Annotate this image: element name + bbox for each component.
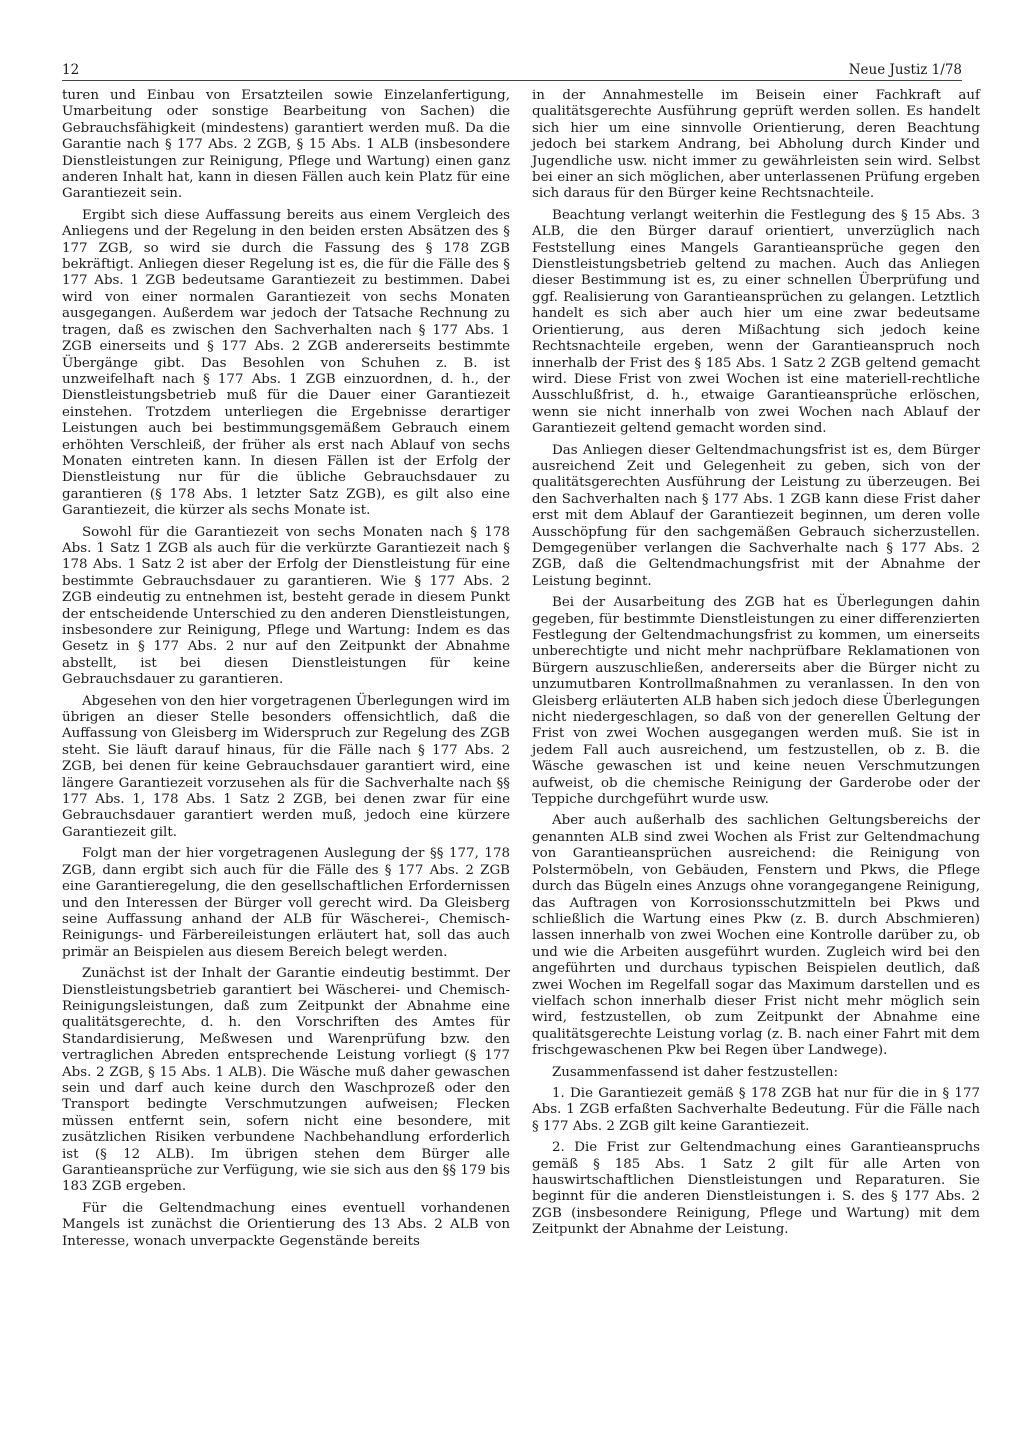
right-column	[532, 88, 980, 1244]
paragraph: Abgesehen von den hier vorgetragenen Überlegungen wird im übrigen an dieser Stelle besonders offensichtlich, daß die Auffassung von Gleisberg im Widerspruch zur Regelung des ZGB steht. Sie läuft darauf hinaus, für die Fälle nach § 177 Abs. 2 ZGB, bei denen für keine Gebrauchsdauer garantiert wird, eine längere Garantiezeit vorzusehen als für die Sachverhalte nach §§ 177 Abs. 1, 178 Abs. 1 Satz 2 ZGB, bei denen zwar für eine Gebrauchsdauer garantiert werden muß, jedoch eine kürzere Garantiezeit gilt.	[62, 693, 510, 840]
paragraph: Beachtung verlangt weiterhin die Festlegung des § 15 Abs. 3 ALB, die den Bürger darauf orientiert, unverzüglich nach Feststellung eines Mangels Garantieansprüche gegen den Dienstleistungsbetrieb geltend zu machen. Auch das Anliegen dieser Bestimmung ist es, zu einer schnellen Überprüfung und ggf. Realisierung von Garantieansprüchen zu gelangen. Letztlich handelt es sich aber auch hier um eine zwar bedeutsame Orientierung, aus deren Mißachtung sich jedoch keine Rechtsnachteile ergeben, wenn der Garantieanspruch noch innerhalb der Frist des § 185 Abs. 1 Satz 2 ZGB geltend gemacht wird. Diese Frist von zwei Wochen ist eine materiell-rechtliche Ausschlußfrist, d. h., etwaige Garantieansprüche erlöschen, wenn sie nicht innerhalb von zwei Wochen nach Ablauf der Garantiezeit geltend gemacht worden sind.	[532, 207, 980, 437]
left-column	[62, 88, 510, 1255]
page-number: 12	[62, 62, 80, 78]
paragraph: Zunächst ist der Inhalt der Garantie eindeutig bestimmt. Der Dienstleistungsbetrieb garantiert bei Wäscherei- und Chemisch-Reinigungsleistungen, daß zum Zeitpunkt der Abnahme eine qualitätsgerechte, d. h. den Vorschriften des Amtes für Standardisierung, Meßwesen und Warenprüfung bzw. den vertraglichen Abreden entsprechende Leistung vorliegt (§ 177 Abs. 2 ZGB, § 15 Abs. 1 ALB). Die Wäsche muß daher gewaschen sein und darf auch keine durch den Waschprozeß oder den Transport bedingte Verschmutzungen aufweisen; Flecken müssen entfernt sein, sofern nicht eine besondere, mit zusätzlichen Risiken verbundene Nachbehandlung erforderlich ist (§ 12 ALB). Im übrigen stehen dem Bürger alle Garantieansprüche zur Verfügung, wie sie sich aus den §§ 179 bis 183 ZGB ergeben.	[62, 966, 510, 1195]
paragraph: 2. Die Frist zur Geltendmachung eines Garantieanspruchs gemäß § 185 Abs. 1 Satz 2 gilt für alle Arten von hauswirtschaftlichen Dienstleistungen und Reparaturen. Sie beginnt für die anderen Dienstleistungen i. S. des § 177 Abs. 2 ZGB (insbesondere Reinigung, Pflege und Wartung) mit dem Zeitpunkt der Abnahme der Leistung.	[532, 1140, 980, 1238]
paragraph: 1. Die Garantiezeit gemäß § 178 ZGB hat nur für die in § 177 Abs. 1 ZGB erfaßten Sachverhalte Bedeutung. Für die Fälle nach § 177 Abs. 2 ZGB gilt keine Garantiezeit.	[532, 1085, 980, 1134]
journal-title: Neue Justiz 1/78	[848, 62, 962, 78]
paragraph: Aber auch außerhalb des sachlichen Geltungsbereichs der genannten ALB sind zwei Wochen als Frist zur Geltendmachung von Garantieansprüchen ausreichend: die Reinigung von Polstermöbeln, von Gebäuden, Fenstern und Pkws, die Pflege durch das Bügeln eines Anzugs ohne vorangegangene Reinigung, das Auftragen von Korrosionsschutzmitteln bei Pkws und schließlich die Wartung eines Pkw (z. B. durch Abschmieren) lassen innerhalb von zwei Wochen eine Kontrolle darüber zu, ob und wie die Arbeiten ausgeführt wurden. Zugleich wird bei den angeführten und durchaus typischen Beispielen deutlich, daß zwei Wochen im Regelfall sogar das Maximum darstellen und es vielfach schon innerhalb dieser Frist nicht mehr möglich sein wird, festzustellen, ob zum Zeitpunkt der Abnahme eine qualitätsgerechte Leistung vorlag (z. B. nach einer Fahrt mit dem frischgewaschenen Pkw bei Regen über Landwege).	[532, 813, 980, 1059]
paragraph: turen und Einbau von Ersatzteilen sowie Einzelanfertigung, Umarbeitung oder sonstige Bearbeitung von Sachen) die Gebrauchsfähigkeit (mindestens) garantiert werden muß. Da die Garantie nach § 177 Abs. 2 ZGB, § 15 Abs. 1 ALB (insbesondere Dienstleistungen zur Reinigung, Pflege und Wartung) einen ganz anderen Inhalt hat, kann in diesen Fällen auch kein Platz für eine Garantiezeit sein.	[62, 88, 510, 202]
paragraph: Ergibt sich diese Auffassung bereits aus einem Vergleich des Anliegens und der Regelung in den beiden ersten Absätzen des § 177 ZGB, so wird sie durch die Fassung des § 178 ZGB bekräftigt. Anliegen dieser Regelung ist es, die für die Fälle des § 177 Abs. 1 ZGB bedeutsame Garantiezeit zu bestimmen. Dabei wird von einer normalen Garantiezeit von sechs Monaten ausgegangen. Außerdem war jedoch der Tatsache Rechnung zu tragen, daß es zwischen den Sachverhalten nach § 177 Abs. 1 ZGB einerseits und § 177 Abs. 2 ZGB andererseits bestimmte Übergänge gibt. Das Besohlen von Schuhen z. B. ist unzweifelhaft nach § 177 Abs. 1 ZGB einzuordnen, d. h., der Dienstleistungsbetrieb muß für die Dauer einer Garantiezeit einstehen. Trotzdem unterliegen die Ergebnisse derartiger Leistungen auch bei bestimmungsgemäßem Gebrauch einem erhöhten Verschleiß, der früher als erst nach Ablauf von sechs Monaten eintreten kann. In diesen Fällen ist der Erfolg der Dienstleistung nur für die übliche Gebrauchsdauer zu garantieren (§ 178 Abs. 1 letzter Satz ZGB), es gilt also eine Garantiezeit, die kürzer als sechs Monate ist.	[62, 207, 510, 519]
paragraph: Folgt man der hier vorgetragenen Auslegung der §§ 177, 178 ZGB, dann ergibt sich auch für die Fälle des § 177 Abs. 2 ZGB eine Garantieregelung, die den gesellschaftlichen Erfordernissen und den Interessen der Bürger voll gerecht wird. Da Gleisberg seine Auffassung anhand der ALB für Wäscherei-, Chemisch-Reinigungs- und Färbereileistungen erläutert hat, soll das auch primär an Beispielen aus diesem Bereich belegt werden.	[62, 846, 510, 960]
paragraph: Bei der Ausarbeitung des ZGB hat es Überlegungen dahin gegeben, für bestimmte Dienstleistungen zu einer differenzierten Festlegung der Geltendmachungsfrist zu kommen, um einerseits unberechtigte und nicht mehr nachprüfbare Reklamationen von Bürgern auszuschließen, andererseits aber die Bürger nicht zu unzumutbaren Kontrollmaßnahmen zu veranlassen. In den von Gleisberg erläuterten ALB haben sich jedoch diese Überlegungen nicht niedergeschlagen, so daß von der generellen Geltung der Frist von zwei Wochen ausgegangen werden muß. Sie ist in jedem Fall auch ausreichend, um festzustellen, ob z. B. die Wäsche gewaschen ist und keine neuen Verschmutzungen aufweist, ob die chemische Reinigung der Garderobe oder der Teppiche durchgeführt wurde usw.	[532, 595, 980, 808]
header-rule	[62, 80, 962, 81]
paragraph: Zusammenfassend ist daher festzustellen:	[552, 1064, 838, 1080]
paragraph: Sowohl für die Garantiezeit von sechs Monaten nach § 178 Abs. 1 Satz 1 ZGB als auch für die verkürzte Garantiezeit nach § 178 Abs. 1 Satz 2 ist aber der Erfolg der Dienstleistung für eine bestimmte Gebrauchsdauer zu garantieren. Wie § 177 Abs. 2 ZGB eindeutig zu entnehmen ist, besteht gerade in diesem Punkt der entscheidende Unterschied zu den anderen Dienstleistungen, insbesondere zur Reinigung, Pflege und Wartung: Indem es das Gesetz in § 177 Abs. 2 nur auf den Zeitpunkt der Abnahme abstellt, ist bei diesen Dienstleistungen für keine Gebrauchsdauer zu garantieren.	[62, 524, 510, 688]
paragraph: in der Annahmestelle im Beisein einer Fachkraft auf qualitätsgerechte Ausführung geprüft werden sollen. Es handelt sich hier um eine sinnvolle Orientierung, deren Beachtung jedoch bei starkem Andrang, bei Abholung durch Kinder und Jugendliche usw. nicht immer zu gewährleisten sein wird. Selbst bei einer an sich möglichen, aber unterlassenen Prüfung ergeben sich daraus für den Bürger keine Rechtsnachteile.	[532, 88, 980, 202]
paragraph: Das Anliegen dieser Geltendmachungsfrist ist es, dem Bürger ausreichend Zeit und Gelegenheit zu geben, sich von der qualitätsgerechten Ausführung der Leistung zu überzeugen. Bei den Sachverhalten nach § 177 Abs. 1 ZGB kann diese Frist daher erst mit dem Ablauf der Garantiezeit beginnen, um deren volle Ausschöpfung für den sachgemäßen Gebrauch sicherzustellen. Demgegenüber verlangen die Sachverhalte nach § 177 Abs. 2 ZGB, daß die Geltendmachungsfrist mit der Abnahme der Leistung beginnt.	[532, 442, 980, 589]
page-header	[62, 62, 962, 82]
paragraph: Für die Geltendmachung eines eventuell vorhandenen Mangels ist zunächst die Orientierung des 13 Abs. 2 ALB von Interesse, wonach unverpackte Gegenstände bereits	[62, 1200, 510, 1249]
